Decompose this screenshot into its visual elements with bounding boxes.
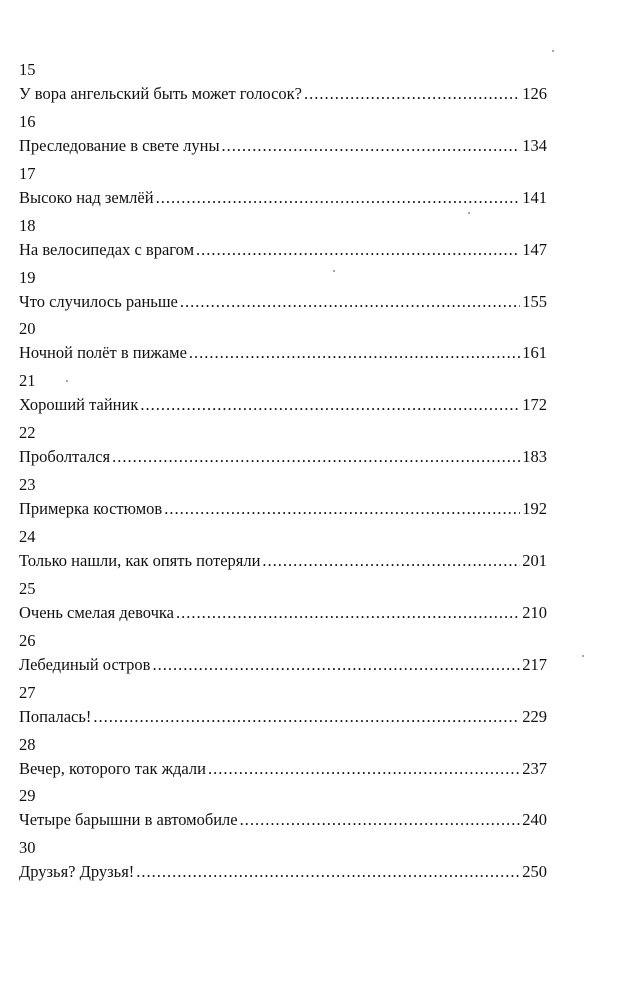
page-number: 210	[522, 602, 547, 622]
chapter-title: Четыре барышни в автомобиле	[19, 810, 238, 830]
scan-speck	[552, 50, 554, 52]
dot-leader	[304, 84, 520, 104]
chapter-title: Хороший тайник	[19, 395, 139, 415]
chapter-number: 23	[19, 475, 36, 495]
chapter-line	[19, 862, 547, 882]
chapter-title: Лебединый остров	[19, 654, 151, 674]
chapter-line	[19, 84, 547, 104]
page-number: 172	[522, 395, 547, 415]
chapter-line	[19, 603, 547, 623]
chapter-title: Высоко над землёй	[19, 187, 154, 207]
toc-entry	[19, 421, 547, 473]
chapter-title: Друзья? Друзья!	[19, 862, 135, 882]
chapter-line	[19, 188, 547, 208]
chapter-title: Попалась!	[19, 706, 92, 726]
toc-entry	[19, 473, 547, 525]
chapter-line	[19, 343, 547, 363]
chapter-line	[19, 447, 547, 467]
toc-entry	[19, 58, 547, 110]
chapter-number: 28	[19, 734, 36, 754]
chapter-number: 15	[19, 60, 36, 79]
chapter-number: 18	[19, 215, 36, 235]
chapter-number: 19	[19, 267, 36, 287]
chapter-number: 27	[19, 682, 36, 702]
page-number: 229	[522, 706, 547, 726]
dot-leader	[222, 136, 521, 156]
toc-entry	[19, 577, 547, 629]
toc-entry	[19, 784, 547, 836]
toc-entry	[19, 733, 547, 785]
chapter-line	[19, 395, 547, 415]
page-number: 161	[522, 343, 547, 363]
page-number: 134	[522, 135, 547, 155]
chapter-number: 25	[19, 578, 36, 598]
dot-leader	[208, 759, 520, 779]
chapter-line	[19, 240, 547, 260]
table-of-contents	[19, 58, 547, 888]
dot-leader	[164, 499, 520, 519]
chapter-number: 26	[19, 630, 36, 650]
chapter-title: Очень смелая девочка	[19, 602, 174, 622]
chapter-line	[19, 655, 547, 675]
chapter-line	[19, 707, 547, 727]
chapter-line	[19, 136, 547, 156]
chapter-line	[19, 759, 547, 779]
chapter-line	[19, 499, 547, 519]
page-number: 201	[522, 551, 547, 571]
toc-entry	[19, 525, 547, 577]
page-number: 217	[522, 654, 547, 674]
toc-entry	[19, 317, 547, 369]
toc-entry	[19, 629, 547, 681]
chapter-title: Только нашли, как опять потеряли	[19, 551, 261, 571]
chapter-number: 21	[19, 371, 36, 391]
page-number: 240	[522, 810, 547, 830]
scan-speck	[333, 270, 335, 272]
dot-leader	[152, 655, 520, 675]
chapter-title: Преследование в свете луны	[19, 135, 220, 155]
scan-speck	[582, 655, 584, 657]
chapter-title: Проболтался	[19, 447, 111, 467]
chapter-title: Ночной полёт в пижаме	[19, 343, 187, 363]
dot-leader	[262, 551, 520, 571]
chapter-line	[19, 292, 547, 312]
chapter-title: Примерка костюмов	[19, 499, 163, 519]
page-number: 192	[522, 499, 547, 519]
chapter-number: 20	[19, 319, 36, 339]
dot-leader	[189, 343, 520, 363]
toc-entry	[19, 214, 547, 266]
scan-speck	[66, 380, 68, 382]
chapter-number: 22	[19, 423, 36, 443]
dot-leader	[240, 810, 521, 830]
dot-leader	[140, 395, 520, 415]
scan-speck	[468, 212, 470, 214]
chapter-line	[19, 810, 547, 830]
chapter-line	[19, 551, 547, 571]
dot-leader	[93, 707, 520, 727]
page-number: 126	[522, 84, 547, 103]
chapter-number: 30	[19, 838, 36, 858]
toc-entry	[19, 162, 547, 214]
toc-entry	[19, 110, 547, 162]
dot-leader	[112, 447, 520, 467]
dot-leader	[136, 862, 520, 882]
toc-entry	[19, 266, 547, 318]
page-number: 250	[522, 862, 547, 882]
dot-leader	[156, 188, 521, 208]
page-number: 141	[522, 187, 547, 207]
dot-leader	[176, 603, 520, 623]
dot-leader	[196, 240, 520, 260]
page-number: 237	[522, 758, 547, 778]
chapter-title: У вора ангельский быть может голосок?	[19, 84, 303, 103]
toc-entry	[19, 681, 547, 733]
page-number: 155	[522, 291, 547, 311]
toc-entry	[19, 836, 547, 888]
dot-leader	[180, 292, 520, 312]
page-number: 183	[522, 447, 547, 467]
page-number: 147	[522, 239, 547, 259]
chapter-title: Что случилось раньше	[19, 291, 178, 311]
chapter-number: 17	[19, 163, 36, 183]
toc-entry	[19, 369, 547, 421]
chapter-number: 24	[19, 527, 36, 547]
chapter-title: На велосипедах с врагом	[19, 239, 195, 259]
chapter-title: Вечер, которого так ждали	[19, 758, 206, 778]
chapter-number: 29	[19, 786, 36, 806]
chapter-number: 16	[19, 111, 36, 131]
